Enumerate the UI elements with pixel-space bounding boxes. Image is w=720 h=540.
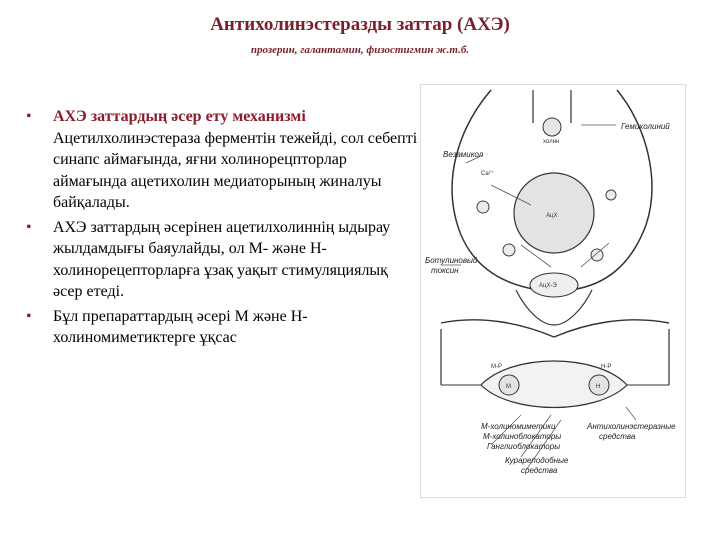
m-receptor-label: M-P [491,364,502,370]
label-vesamicol: Везамикол [443,150,484,159]
vesicle-small [591,249,603,261]
synapse-diagram [420,84,686,498]
n-receptor-label: H-P [601,364,612,370]
bullet-item [26,106,418,214]
slide-title: Антихолинэстеразды заттар (АХЭ) [210,14,510,35]
vesicle-small [503,244,515,256]
label-ganglioblockers: Ганглиоблокаторы [487,442,561,451]
slide-subtitle: прозерин, галантамин, физостигмин ж.т.б. [250,44,470,56]
ca-label: Ca²⁺ [481,171,494,177]
label-m-blockers: М-холиноблокаторы [483,432,562,441]
bullet-item [26,217,418,303]
label-curare-2: средства [521,466,558,475]
n-label: H [596,384,601,390]
label-curare-1: Курареподобные [505,456,569,465]
ach-label: АцХ [546,213,558,219]
bullet-list [26,106,418,352]
choline-label: холин [543,139,560,145]
label-anticholinesterase-2: средства [599,432,636,441]
bullet-text: Бұл препараттардың әсері М және Н-холиномиметиктерге ұқсас [53,307,308,346]
choline-uptake-site [543,118,561,136]
synapse-diagram-svg [421,85,685,497]
bullet-item [26,306,418,349]
bullet-heading: АХЭ заттардың әсер ету механизмі [53,108,306,125]
bullet-dot: • [26,108,32,125]
effector-membrane [441,320,669,337]
bullet-dot: • [26,307,32,325]
label-hemicholinium: Гемихолиний [621,122,670,131]
ach-e-label: АцХ-Э [539,283,557,289]
label-botulinum-2: токсин [431,266,459,275]
vesicle-small [606,190,616,200]
m-label: M [506,384,511,390]
label-anticholinesterase-1: Антихолинэстеразные [587,422,676,431]
vesicle-small [477,201,489,213]
bullet-text: АХЭ заттардың әсерінен ацетилхолиннің ыдырау жылдамдығы баяулайды, ол М- және Н-холинорецепторларға ұзақ уақыт стимуляциялық әсер етеді. [53,218,391,300]
bullet-dot: • [26,218,32,236]
label-m-cholinomimetics: М-холиномиметики [481,422,556,431]
bullet-text: Ацетилхолинэстераза ферментін тежейді, сол себепті синапс аймағында, яғни холинорецпторлар аймағында ацетихолин медиаторының жиналуы байқалады. [53,129,418,211]
label-botulinum-1: Ботулиновый [425,256,478,265]
